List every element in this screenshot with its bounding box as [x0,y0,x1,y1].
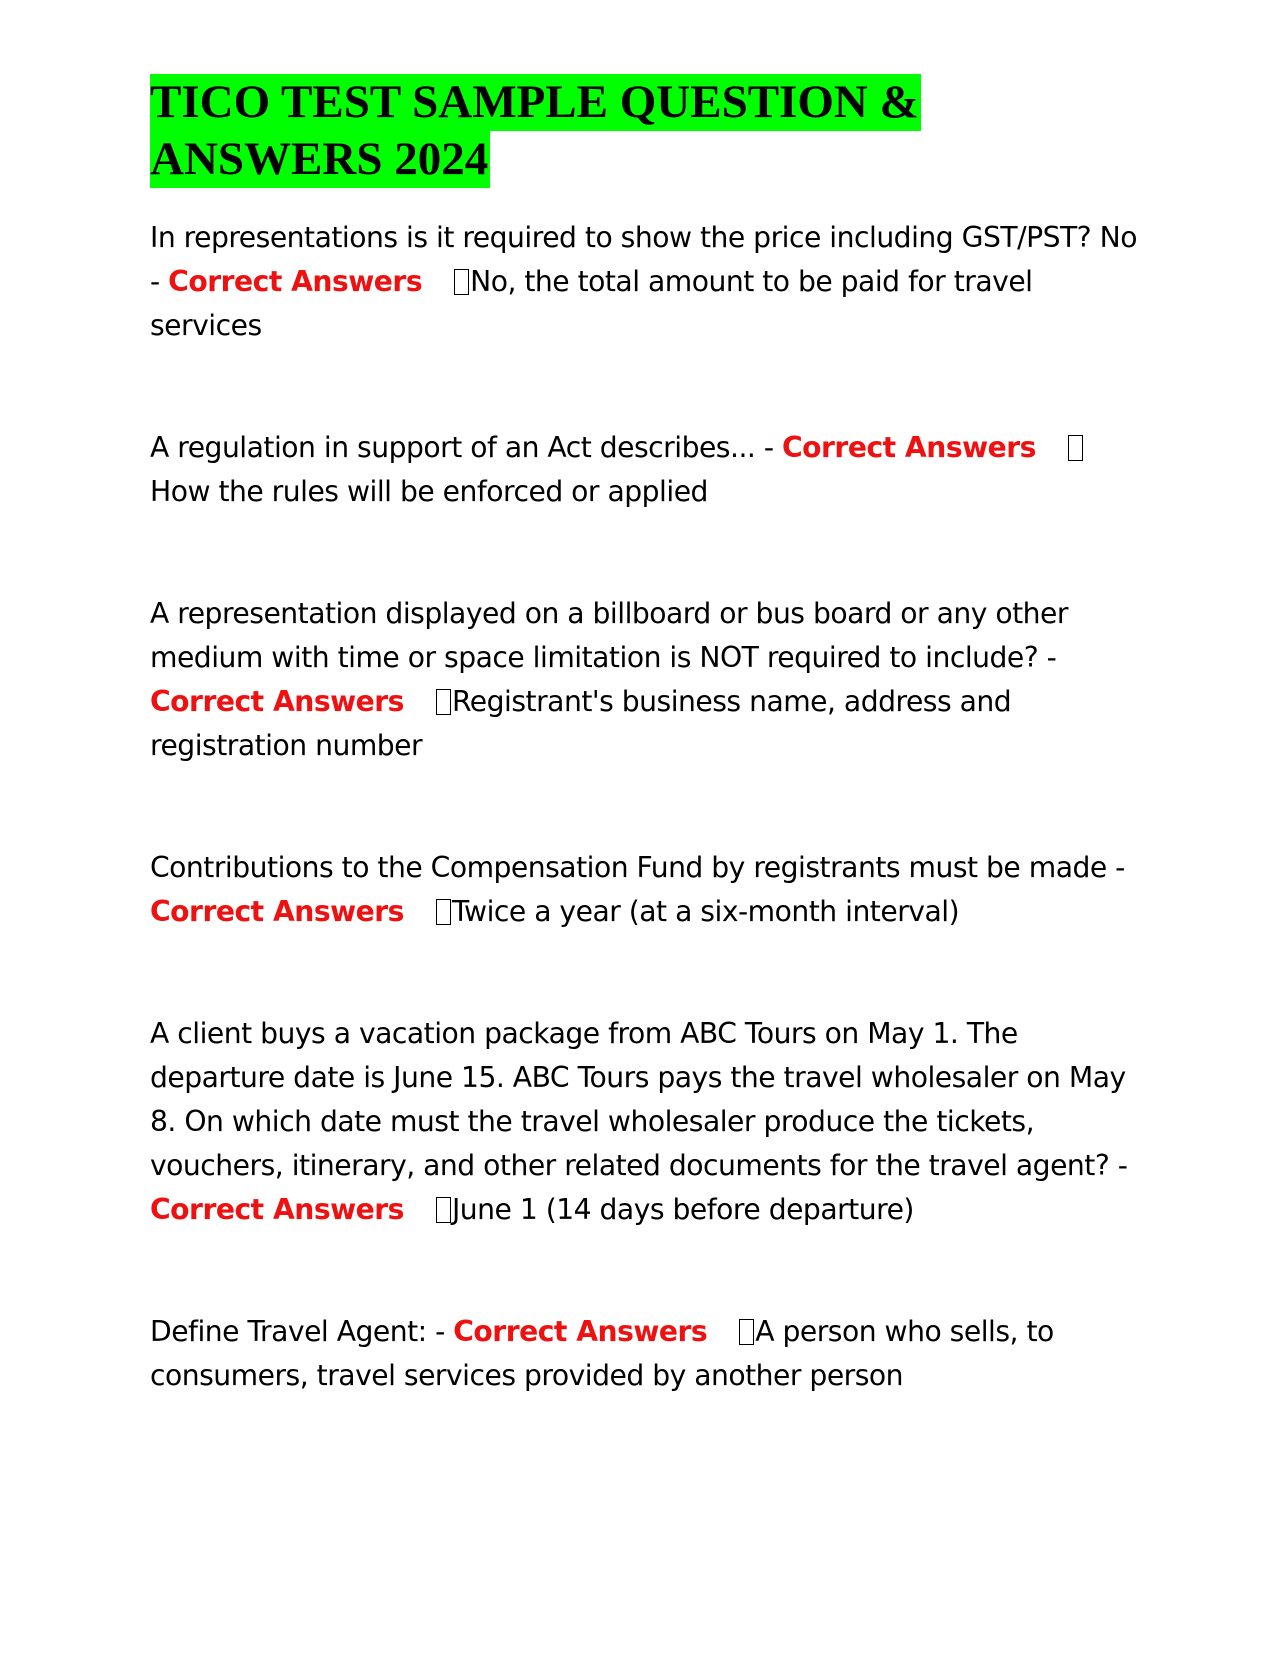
answer-text: Twice a year (at a six-month interval) [451,895,960,928]
question-text: In representations is it required to show the price including GST/PST? No - [150,221,1137,298]
missing-glyph-icon [436,899,451,925]
title-line-2: ANSWERS 2024 [150,131,490,188]
missing-glyph-icon [739,1319,754,1345]
page-title [150,74,1140,188]
question-text: A representation displayed on a billboard or bus board or any other medium with time or space limitation is NOT required to include? - [150,597,1068,674]
correct-answers-label: Correct Answers [150,895,404,928]
qa-item-1 [150,216,1140,348]
qa-item-5 [150,1012,1140,1232]
question-text: Define Travel Agent: - [150,1315,445,1348]
answer-text: How the rules will be enforced or applied [150,475,708,508]
missing-glyph-icon [454,269,469,295]
document-page [150,74,1140,1398]
answer-text: Registrant's business name, address and registration number [150,685,1012,762]
title-line-1: TICO TEST SAMPLE QUESTION & [150,74,921,131]
correct-answers-label: Correct Answers [781,431,1036,464]
answer-text: A person who sells, to consumers, travel services provided by another person [150,1315,1054,1392]
qa-item-2 [150,426,1140,514]
qa-item-3 [150,592,1140,768]
correct-answers-label: Correct Answers [150,685,404,718]
missing-glyph-icon [436,689,451,715]
question-text: A regulation in support of an Act describes... - [150,431,774,464]
question-text: A client buys a vacation package from ABC Tours on May 1. The departure date is June 15. ABC Tours pays the travel wholesaler on May 8. On which date must the travel wholesaler produce the tickets, vouchers, itinerary, and other related documents for the travel agent? - [150,1017,1128,1182]
correct-answers-label: Correct Answers [168,265,423,298]
answer-text: June 1 (14 days before departure) [451,1193,914,1226]
correct-answers-label: Correct Answers [453,1315,708,1348]
missing-glyph-icon [436,1197,451,1223]
qa-item-4 [150,846,1140,934]
qa-item-6 [150,1310,1140,1398]
correct-answers-label: Correct Answers [150,1193,404,1226]
answer-text: No, the total amount to be paid for travel services [150,265,1033,342]
question-text: Contributions to the Compensation Fund by registrants must be made - [150,851,1125,884]
missing-glyph-icon [1068,435,1083,461]
